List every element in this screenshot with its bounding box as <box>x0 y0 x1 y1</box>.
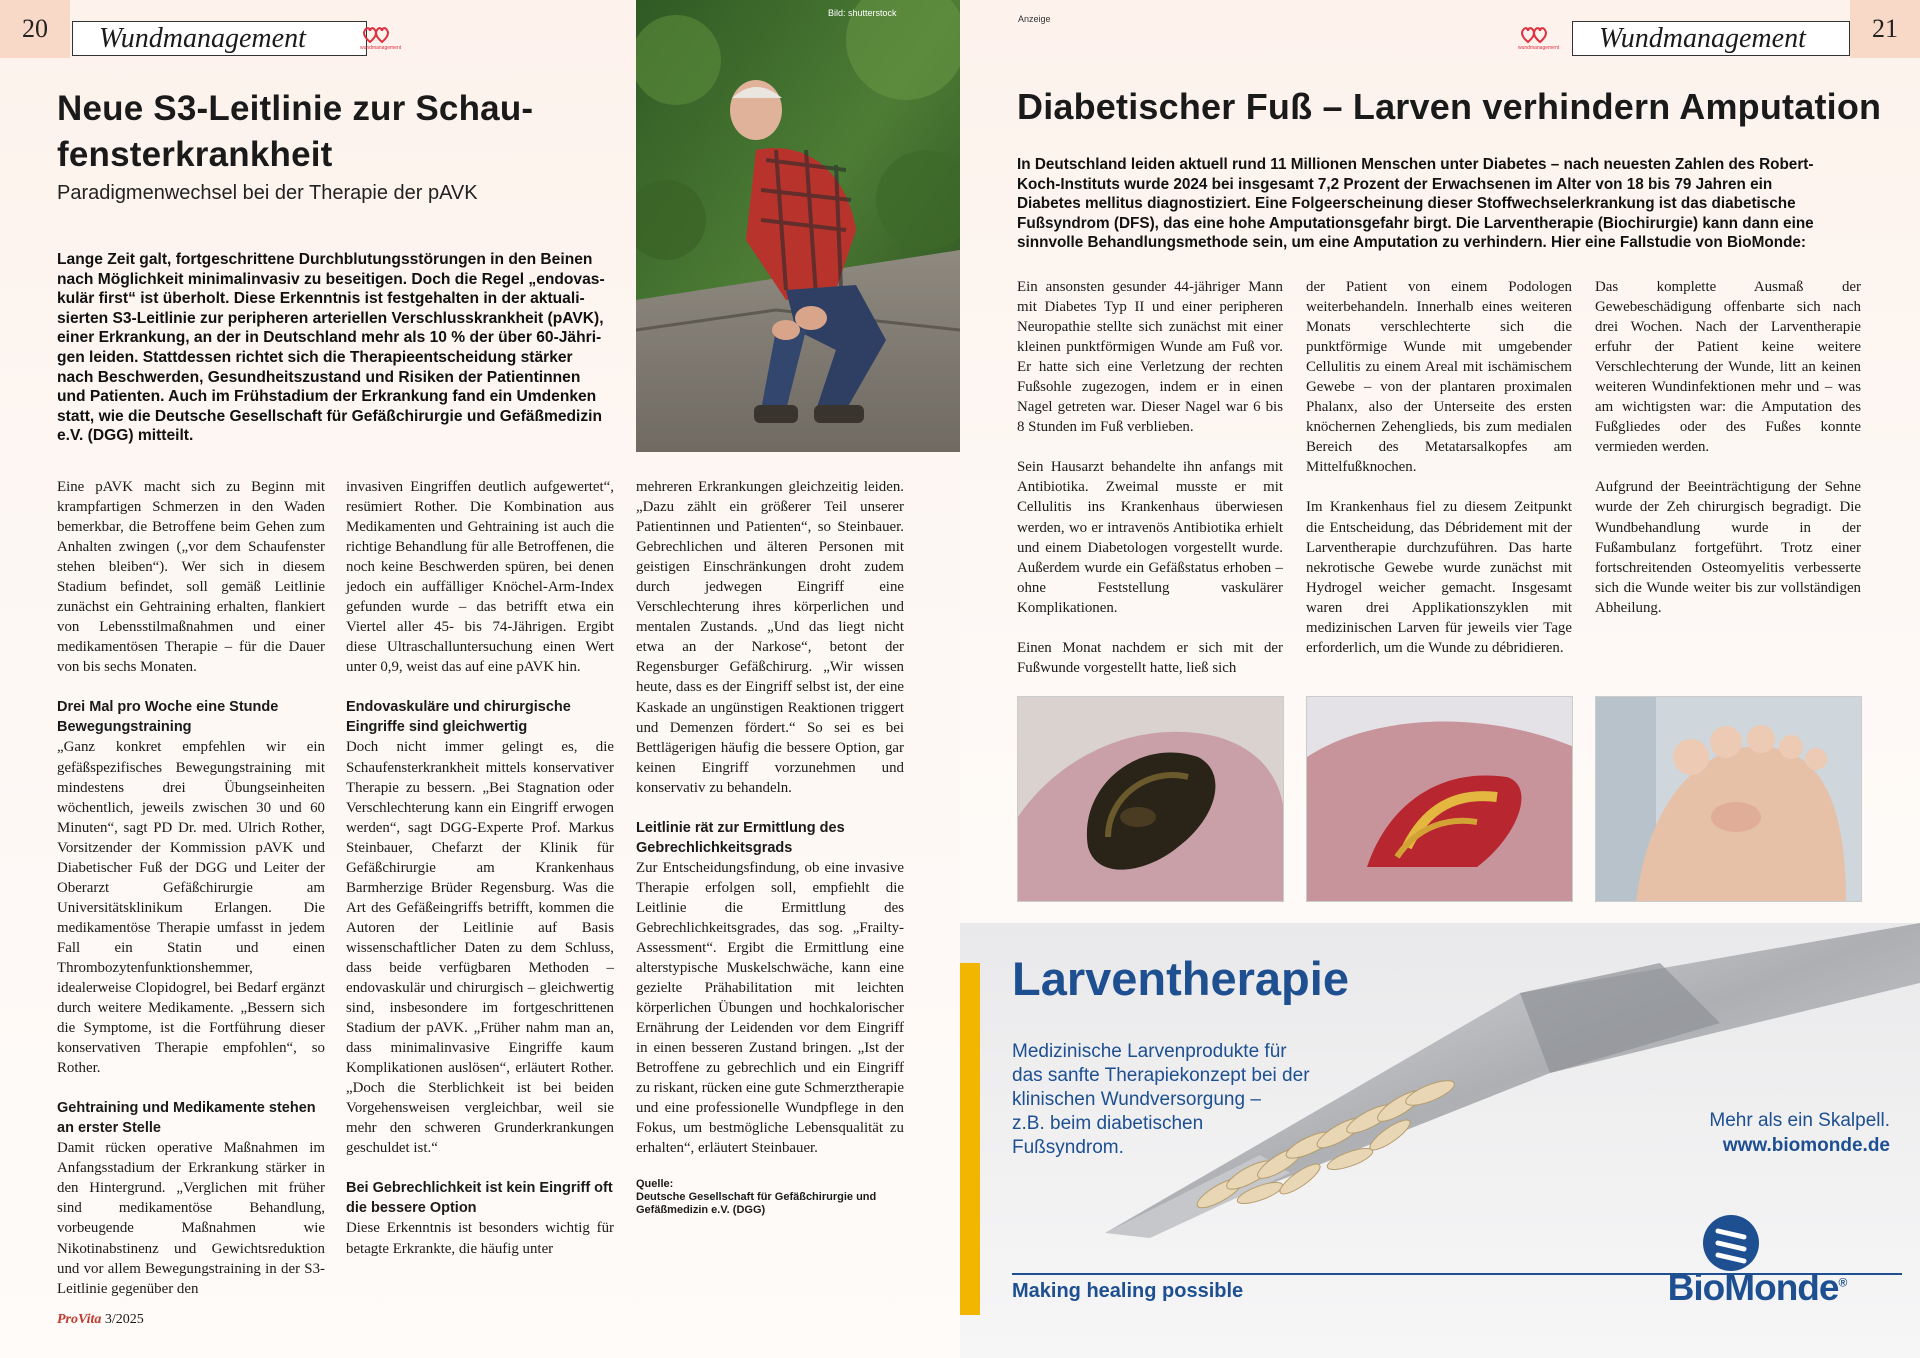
paragraph: Ein ansonsten gesunder 44-jähriger Mann mit Diabetes Typ II und einer peripheren Neuropathie stellte sich zunächst mit einer kleinen punktförmigen Wunde am Fuß vor. Er hatte sich eine Verletzung der rechten Fußsohle zugezogen, indem er in einen Nagel getreten war. Dieser Nagel war 6 bis 8 Stunden im Fuß verblieben. <box>1017 279 1283 436</box>
paragraph: Diese Erkenntnis ist besonders wichtig für betagte Erkrankte, die häufig unter <box>346 1220 614 1257</box>
source-text: Deutsche Gesellschaft für Gefäßchirurgie und Gefäßmedizin e.V. (DGG) <box>636 1191 877 1217</box>
lead-line: sinnvolle Behandlungsmethode sein, um eine Amputation zu verhindern. Hier eine Fallstudie von BioMonde: <box>1017 234 1807 252</box>
wound-photo-before <box>1017 696 1284 902</box>
ad-label: Anzeige <box>1018 14 1051 24</box>
lead-line: statt, wie die Deutsche Gesellschaft für Gefäßchirurgie und Gefäßmedizin <box>57 407 603 425</box>
ad-text <box>1012 1040 1310 1160</box>
ad-text-line: das sanfte Therapiekonzept bei der <box>1012 1065 1310 1086</box>
lead-line: einer Erkrankung, an der in Deutschland mehr als 10 % der über 60-Jähri- <box>57 329 602 347</box>
paragraph: Sein Hausarzt behandelte ihn anfangs mit Antibiotika. Zweimal musste er mit Cellulitis ins Krankenhaus überwiesen werden, wo er intravenös Antibiotika erhielt und einem Diabetologen vorgestellt wurde. Außerdem wurde ein Gefäßstatus erhoben – ohne Feststellung vaskulärer Komplikationen. <box>1017 459 1283 616</box>
ad-tagline-block <box>1709 1108 1890 1158</box>
article-lead <box>1017 155 1887 253</box>
paragraph: Das komplette Ausmaß der Gewebeschädigung offenbarte sich nach drei Wochen. Nach der Larventherapie erfuhr der Patient keine weitere Verschlechterung der Wunde, litt an keinen weiteren Wundinfektionen mehr und – was am wichtigsten war: die Amputation des Fußgliedes oder des Fußes konnte vermieden werden. <box>1595 279 1861 456</box>
article-column-3 <box>1595 277 1861 618</box>
article-column-2 <box>346 477 614 1259</box>
heart-logo-icon <box>1520 26 1550 44</box>
subheading: Endovaskuläre und chirurgische Eingriffe sind gleichwertig <box>346 699 571 736</box>
title-line-1: Neue S3-Leitlinie zur Schau- <box>57 89 534 128</box>
biomonde-logo-text: BioMonde <box>1667 1267 1839 1308</box>
subheading: Drei Mal pro Woche eine Stunde Bewegungstraining <box>57 699 279 736</box>
lead-line: Diabetes mellitus diagnostiziert. Eine Folgeerscheinung dieser Stoffwechselerkrankung ist das diabetische <box>1017 195 1796 213</box>
paragraph: „Ganz konkret empfehlen wir ein gefäßspezifisches Bewegungstraining mit mindestens drei Übungseinheiten wöchentlich, jeweils zwischen 30 und 60 Minuten“, sagt PD Dr. med. Ulrich Rother, Vorsitzender der Kommission pAVK und Diabetischer Fuß der DGG und Leiter der Oberarzt Gefäßchirurgie am Universitätsklinikum Erlangen. Die medikamentöse Therapie umfasst in jedem Fall ein Statin und einen Thrombozytenfunktionshemmer, idealerweise Clopidogrel, bei Bedarf ergänzt durch weitere Medikamente. „Bessern sich die Symptome, ist die Fortführung dieser konservativen Therapie empfohlen“, so Rother. <box>57 739 325 1077</box>
paragraph: Doch nicht immer gelingt es, die Schaufensterkrankheit mittels konservativer Therapie zu bessern. „Bei Stagnation oder Verschlechterung kann ein Eingriff erwogen werden“, sagt DGG-Experte Prof. Markus Steinbauer, Chefarzt der Klinik für Gefäßchirurgie am Krankenhaus Barmherzige Brüder Regensburg. Was die Art des Gefäßeingriffs betrifft, kommen die Autoren der Leitlinie auf Basis wissenschaftlicher Daten zu dem Schluss, dass beide verfügbaren Methoden – endovaskulär und chirurgisch – gleichwertig sind, insbesondere im fortgeschrittenen Stadium der pAVK. „Früher nahm man an, dass minimalinvasive Eingriffe kaum Komplikationen auslösen“, erläutert Rother. „Doch die Sterblichkeit ist bei beiden Vorgehensweisen vergleichbar, weil sie mehr den schweren Grunderkrankungen geschuldet ist.“ <box>346 739 614 1157</box>
man-knee-pain-image <box>636 0 960 452</box>
footer-issue: 3/2025 <box>104 1312 144 1327</box>
article-subtitle: Paradigmenwechsel bei der Therapie der pAVK <box>57 182 478 204</box>
ad-text-line: klinischen Wundversorgung – <box>1012 1089 1261 1110</box>
source-note <box>636 1178 904 1217</box>
lead-line: Koch-Instituts wurde 2024 bei insgesamt 7,2 Prozent der Erwachsenen im Alter von 18 bis 79 Jahren ein <box>1017 175 1773 193</box>
section-title: Wundmanagement <box>1572 21 1850 56</box>
ad-text-line: Medizinische Larvenprodukte für <box>1012 1041 1287 1062</box>
lead-line: sierten S3-Leitlinie zur peripheren arteriellen Verschlusskrankheit (pAVK), <box>57 309 604 327</box>
paragraph: invasiven Eingriffen deutlich aufgewertet“, resümiert Rother. Die Kombination aus Medikamenten und Gehtraining ist auch die richtige Behandlung für alle Betroffenen, die noch keine Beschwerden spüren, bei denen jedoch ein auffälliger Knöchel-Arm-Index gefunden wurde – das betrifft etwa ein Viertel aller 45- bis 74-Jährigen. Ergibt diese Ultraschalluntersuchung einen Wert unter 0,9, weist das auf eine pAVK hin. <box>346 479 614 676</box>
article-title: Diabetischer Fuß – Larven verhindern Amputation <box>1017 86 1882 127</box>
photo-credit: Bild: shutterstock <box>828 8 897 18</box>
title-line-2: fensterkrankheit <box>57 135 333 174</box>
photo-man-knee-pain <box>636 0 960 452</box>
page-footer <box>57 1312 144 1328</box>
logo-text: wundmanagement <box>1518 45 1560 51</box>
ad-tagline: Mehr als ein Skalpell. <box>1709 1110 1890 1131</box>
biomonde-logo <box>1612 1213 1902 1313</box>
ad-text-line: Fußsyndrom. <box>1012 1137 1124 1158</box>
biomonde-wordmark <box>1612 1267 1902 1309</box>
biomonde-advertisement[interactable] <box>960 923 1920 1358</box>
subheading: Bei Gebrechlichkeit ist kein Eingriff oft die bessere Option <box>346 1180 613 1217</box>
paragraph: Eine pAVK macht sich zu Beginn mit krampfartigen Schmerzen in den Waden bemerkbar, die Betroffene beim Gehen zum Anhalten zwingen („vor dem Schaufenster stehen bleiben“). Wer sich in diesem Stadium befindet, soll gemäß Leitlinie zunächst ein Gehtraining erhalten, flankiert von Lebensstilmaßnahmen und einer medikamentösen Therapie – für die Dauer von bis sechs Monaten. <box>57 479 325 676</box>
lead-line: e.V. (DGG) mitteilt. <box>57 427 194 445</box>
lead-line: nach Möglichkeit minimalinvasiv zu beseitigen. Doch die Regel „endovas- <box>57 270 605 288</box>
ad-headline: Larventherapie <box>1012 952 1349 1005</box>
lead-line: nach Beschwerden, Gesundheitszustand und Risiken der Patientinnen <box>57 368 581 386</box>
wound-photo-healed <box>1595 696 1862 902</box>
footer-brand: ProVita <box>57 1312 102 1327</box>
lead-line: In Deutschland leiden aktuell rund 11 Millionen Menschen unter Diabetes – nach neuesten Zahlen des Robert- <box>1017 156 1814 173</box>
article-column-2 <box>1306 277 1572 658</box>
subheading: Leitlinie rät zur Ermittlung des Gebrechlichkeitsgrads <box>636 819 845 856</box>
lead-line: Fußsyndrom (DFS), das eine hohe Amputationsgefahr birgt. Die Larventherapie (Biochirurgie) kann dann eine <box>1017 214 1814 232</box>
article-lead <box>57 250 627 446</box>
article-title <box>57 86 617 178</box>
right-page <box>960 0 1920 1358</box>
lead-line: und Patienten. Auch im Frühstadium der Erkrankung fand ein Umdenken <box>57 388 597 406</box>
wound-photo-during <box>1306 696 1573 902</box>
paragraph: Damit rücken operative Maßnahmen im Anfangsstadium der Erkrankung stärker in den Hintergrund. „Verglichen mit früher sind medikamentöse Behandlung, vorbeugende Maßnahmen wie Nikotinabstinenz und Gewichtsreduktion und vor allem Bewegungstraining in der S3-Leitlinie gegenüber den <box>57 1140 325 1297</box>
lead-line: Lange Zeit galt, fortgeschrittene Durchblutungsstörungen in den Beinen <box>57 251 593 268</box>
article-column-1 <box>57 477 325 1299</box>
debrided-wound-image <box>1307 697 1573 902</box>
lead-line: kulär first“ ist überholt. Diese Erkenntnis ist festgehalten in der aktuali- <box>57 290 585 308</box>
article-column-3 <box>636 477 904 1217</box>
wundmanagement-logo <box>1518 26 1560 51</box>
healed-foot-image <box>1596 697 1862 902</box>
paragraph: Im Krankenhaus fiel zu diesem Zeitpunkt die Entscheidung, das Débridement mit der Larventherapie durchzuführen. Das harte nekrotische Gewebe wurde zunächst mit Hydrogel weicher gemacht. Insgesamt waren drei Applikationszyklen mit medizinischen Larven für jeweils vier Tage erforderlich, um die Wunde zu débridieren. <box>1306 499 1572 656</box>
ad-text-line: z.B. beim diabetischen <box>1012 1113 1204 1134</box>
page-number: 20 <box>0 0 70 58</box>
source-label: Quelle: <box>636 1178 674 1191</box>
ad-footer-slogan: Making healing possible <box>1012 1280 1244 1302</box>
page-number: 21 <box>1850 0 1920 58</box>
paragraph: Einen Monat nachdem er sich mit der Fußwunde vorgestellt hatte, ließ sich <box>1017 639 1283 676</box>
paragraph: Aufgrund der Beeinträchtigung der Sehne wurde der Zeh chirurgisch begradigt. Die Wundbehandlung wurde in der Fußambulanz fortgeführt. Trotz einer fortschreitenden Osteomyelitis verbesserte sich die Wunde weiter bis zur vollständigen Abheilung. <box>1595 479 1861 616</box>
ad-website-link[interactable]: www.biomonde.de <box>1722 1135 1890 1156</box>
section-title: Wundmanagement <box>72 21 367 56</box>
paragraph: Zur Entscheidungsfindung, ob eine invasive Therapie erfolgen soll, empfiehlt die Leitlinie die Ermittlung des Gebrechlichkeitsgrades, das sog. „Frailty-Assessment“. Ergibt die Ermittlung eine alterstypische Muskelschwäche, kann eine gezielte Prähabilitation mit leichten körperlichen Übungen und hochkalorischer Ernährung der Leidenden vor dem Eingriff in einen besseren Zustand bringen. „Ist der Betroffene zu gebrechlich und ein Eingriff zu riskant, rücken eine gute Schmerztherapie und eine professionelle Wundpflege in den Fokus, um bestmögliche Lebensqualität zu erhalten“, erläutert Steinbauer. <box>636 859 904 1157</box>
lead-line: gen leiden. Stattdessen richtet sich die Therapieentscheidung stärker <box>57 348 573 366</box>
wundmanagement-logo <box>360 26 402 51</box>
paragraph: der Patient von einem Podologen weiterbehandeln. Innerhalb eines weiteren Monats verschlechterte sich die punktförmige Wunde mit umgebender Cellulitis zu einem Areal mit ischämischem Gewebe – von der plantaren proximalen Phalanx, also der Unterseite des ersten knöchernen Zehenglieds, bis zum medialen Bereich des Metatarsalkopfes am Mittelfußknochen. <box>1306 279 1572 476</box>
necrotic-wound-image <box>1018 697 1284 902</box>
heart-logo-icon <box>362 26 392 44</box>
logo-text: wundmanagement <box>360 45 402 51</box>
subheading: Gehtraining und Medikamente stehen an erster Stelle <box>57 1100 316 1137</box>
registered-mark: ® <box>1838 1275 1847 1290</box>
article-column-1 <box>1017 277 1283 678</box>
biomonde-emblem-icon <box>1700 1213 1762 1273</box>
paragraph: mehreren Erkrankungen gleichzeitig leiden. „Dazu zählt ein größerer Teil unserer Patientinnen und Patienten“, so Steinbauer. Gebrechlichen und älteren Personen mit geistigen Einschränkungen droht zudem durch jedwegen Eingriff eine Verschlechterung ihres körperlichen und mentalen Zustands. „Und das liegt nicht etwa an der Narkose“, betont der Regensburger Gefäßchirurg. „Wir wissen heute, dass es der Eingriff selbst ist, der eine Kaskade an ungünstigen Reaktionen triggert und Demenzen fördert.“ So sei es bei Bettlägerigen häufig die bessere Option, gar keinen Eingriff vorzunehmen und konservativ zu behandeln. <box>636 479 904 796</box>
